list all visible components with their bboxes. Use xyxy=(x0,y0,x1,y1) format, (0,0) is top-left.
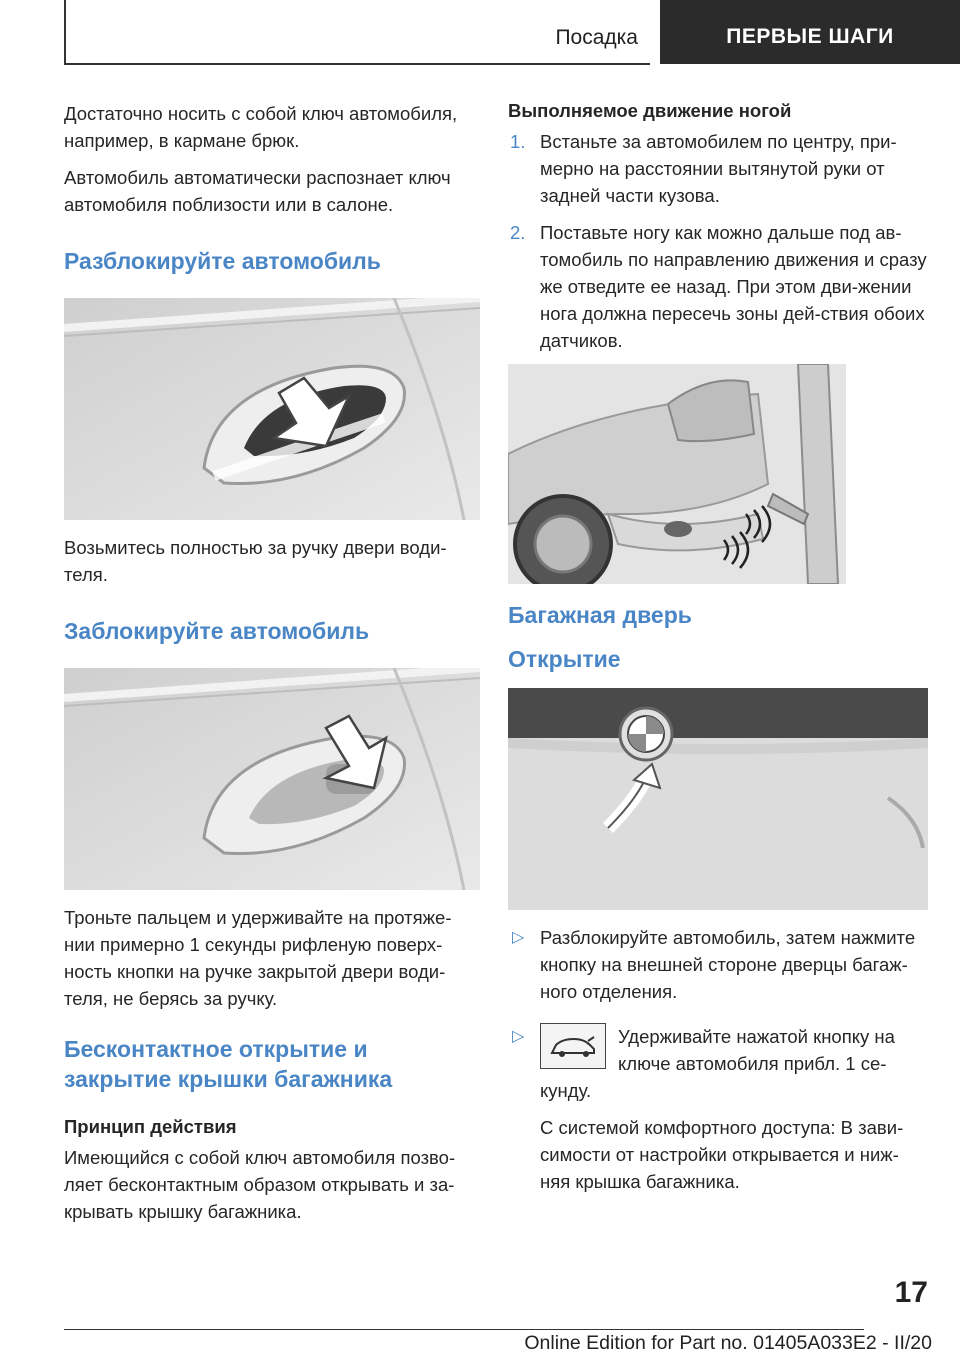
step-item xyxy=(508,128,928,209)
footer-edition: Online Edition for Part no. 01405A033E2 - II/20 xyxy=(524,1332,932,1354)
contactless-heading: Бесконтактное открытие и закрытие крышки багажника xyxy=(64,1036,393,1092)
comfort-access-text: С системой комфортного доступа: В зави-симости от настройки открывается и ниж-няя крышка багажника. xyxy=(540,1117,904,1192)
lock-heading: Заблокируйте автомобиль xyxy=(64,618,370,644)
door-handle-unlock-image xyxy=(64,298,480,520)
key-tailgate-button-icon xyxy=(540,1023,606,1069)
unlock-text: Возьмитесь полностью за ручку двери води-теля. xyxy=(64,537,447,585)
foot-movement-heading: Выполняемое движение ногой xyxy=(508,100,792,121)
footer-rule xyxy=(64,1329,864,1330)
open-instructions xyxy=(508,924,928,1104)
step-text: Встаньте за автомобилем по центру, при-мерно на расстоянии вытянутой руки от задней части кузова. xyxy=(540,131,897,206)
header-rule-left xyxy=(64,0,66,64)
left-column xyxy=(64,100,480,1235)
step-item xyxy=(508,219,928,354)
page-number: 17 xyxy=(894,1276,928,1309)
right-column xyxy=(508,100,928,1205)
header-section-title: Посадка xyxy=(555,26,638,49)
kick-sensor-image xyxy=(508,364,846,584)
bullet-text-continued: кунду. xyxy=(540,1080,592,1101)
intro-paragraph-2: Автомобиль автоматически распознает ключ автомобиля поблизости или в салоне. xyxy=(64,167,451,215)
opening-heading: Открытие xyxy=(508,646,621,672)
step-text: Поставьте ногу как можно дальше под ав-томобиль по направлению движения и сразу же отведите ее назад. При этом дви-жении нога должна пересечь зоны дей-ствия обоих датчиков. xyxy=(540,222,927,351)
tailgate-heading: Багажная дверь xyxy=(508,602,692,628)
intro-paragraph-1: Достаточно носить с собой ключ автомобиля, например, в кармане брюк. xyxy=(64,103,458,151)
lock-text: Троньте пальцем и удерживайте на протяже-нии примерно 1 секунды рифленую поверх-ность кнопки на ручке закрытой двери води-теля, не берясь за ручку. xyxy=(64,907,452,1009)
bullet-triangle-icon: ▷ xyxy=(512,1028,525,1045)
bullet-item xyxy=(508,924,928,1005)
door-handle-lock-image xyxy=(64,668,480,890)
bullet-text: Удерживайте нажатой кнопку на ключе автомобиля прибл. 1 се- xyxy=(618,1026,895,1074)
header-chapter-tab: ПЕРВЫЕ ШАГИ xyxy=(660,0,960,64)
bullet-triangle-icon: ▷ xyxy=(512,929,525,946)
foot-movement-steps xyxy=(508,128,928,354)
unlock-heading: Разблокируйте автомобиль xyxy=(64,248,381,274)
principle-heading: Принцип действия xyxy=(64,1116,237,1137)
step-number: 1. xyxy=(510,131,526,152)
bullet-item xyxy=(508,1023,928,1104)
step-number: 2. xyxy=(510,222,526,243)
principle-text: Имеющийся с собой ключ автомобиля позво-ляет бесконтактным образом открывать и за-крывать крышку багажника. xyxy=(64,1147,456,1222)
tailgate-button-image xyxy=(508,688,928,910)
bullet-text: Разблокируйте автомобиль, затем нажмите кнопку на внешней стороне дверцы багаж-ного отделения. xyxy=(540,927,916,1002)
header-rule-bottom xyxy=(64,63,650,65)
